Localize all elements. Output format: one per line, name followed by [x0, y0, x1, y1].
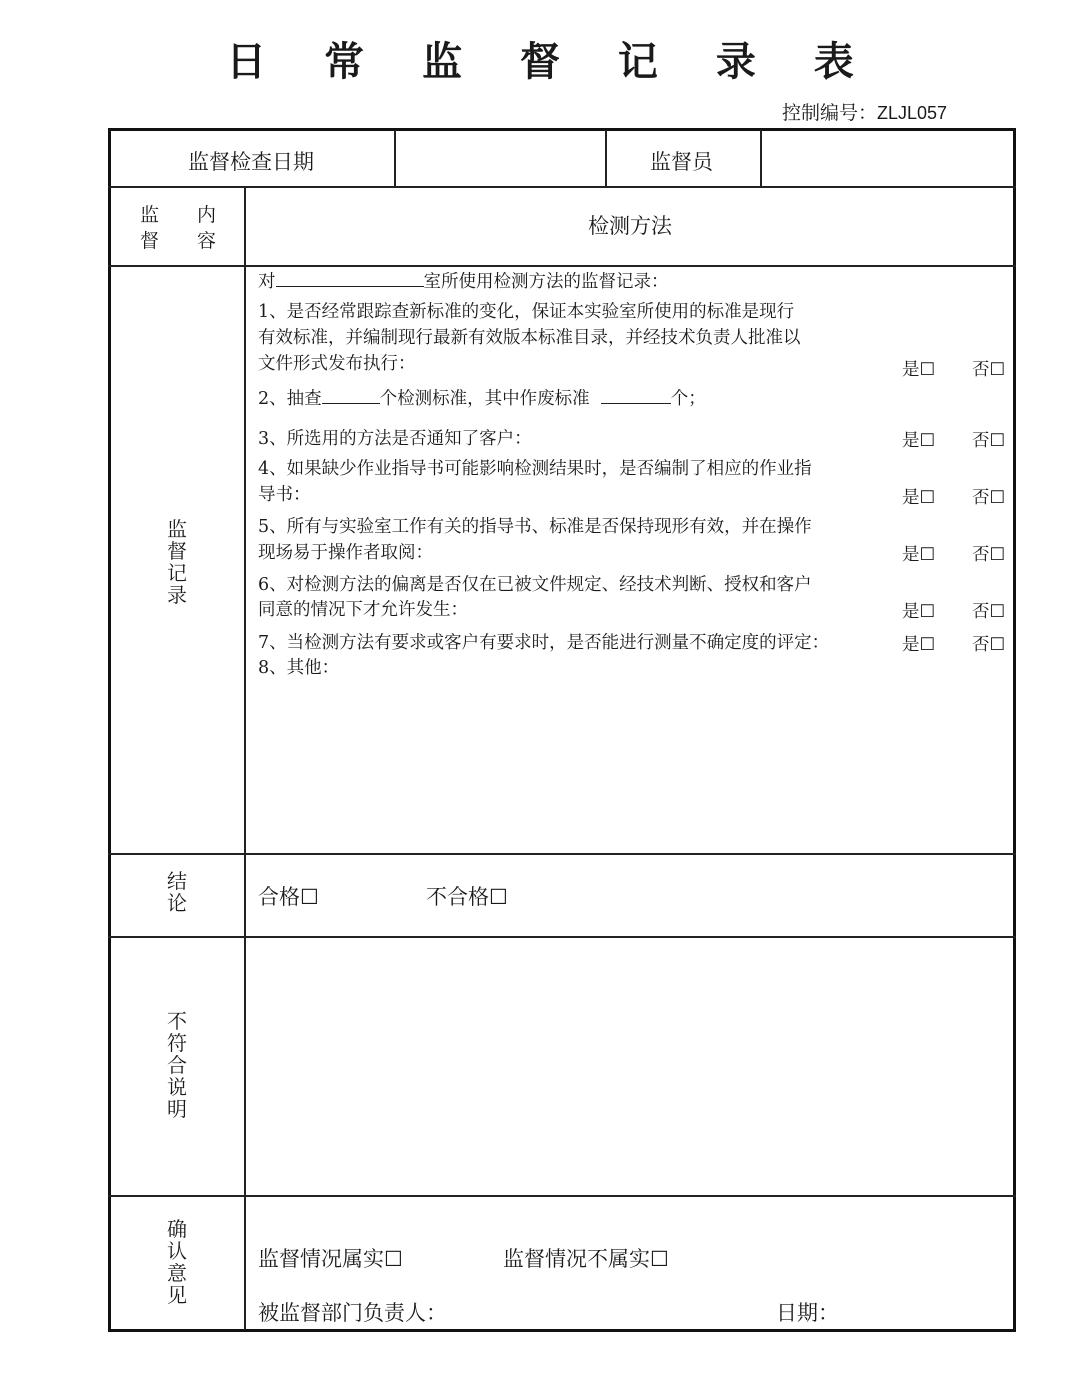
item-3: 3、所选用的方法是否通知了客户：: [258, 429, 532, 449]
item-1-yes-checkbox[interactable]: 是☐: [902, 360, 936, 380]
control-number-label: 控制编号：: [782, 102, 878, 124]
record-intro: [258, 268, 669, 295]
confirmation-label: 确认意见: [167, 1217, 187, 1307]
page-title: 日 常 监 督 记 录 表: [226, 39, 876, 85]
item-5-no-checkbox[interactable]: 否☐: [972, 545, 1006, 565]
supervision-true-checkbox[interactable]: 监督情况属实☐: [258, 1247, 403, 1271]
supervision-label-bottom: 督 容: [140, 230, 217, 252]
supervisor-field[interactable]: [776, 146, 1001, 176]
item-2-part-c: 个；: [670, 389, 706, 409]
record-intro-prefix: 对: [258, 272, 276, 292]
item-2-part-a: 2、抽查: [258, 389, 322, 409]
nonconformity-field[interactable]: [250, 942, 1010, 1190]
column-divider: [394, 130, 396, 187]
item-3-no-checkbox[interactable]: 否☐: [972, 431, 1006, 451]
column-divider: [605, 130, 607, 187]
pass-checkbox[interactable]: 合格☐: [258, 885, 319, 909]
item-6-no-checkbox[interactable]: 否☐: [972, 602, 1006, 622]
control-number-code: ZLJL057: [877, 103, 948, 123]
item-7-yes-checkbox[interactable]: 是☐: [902, 635, 936, 655]
item-4-line-2: 导书：: [258, 485, 311, 505]
checked-count-blank[interactable]: [322, 385, 380, 404]
supervisor-label: 监督员: [650, 150, 713, 174]
control-number: [782, 98, 947, 125]
item-1-line-1: 1、是否经常跟踪查新标准的变化，保证本实验室所使用的标准是现行: [258, 302, 795, 322]
inspection-date-label: 监督检查日期: [188, 150, 314, 174]
content-value: 检测方法: [588, 214, 672, 238]
item-5-line-2: 现场易于操作者取阅：: [258, 543, 433, 563]
record-section-label: 监督记录: [167, 517, 187, 607]
item-5-yes-checkbox[interactable]: 是☐: [902, 545, 936, 565]
item-3-yes-checkbox[interactable]: 是☐: [902, 431, 936, 451]
item-1-no-checkbox[interactable]: 否☐: [972, 360, 1006, 380]
column-divider: [244, 187, 246, 1330]
item-7-no-checkbox[interactable]: 否☐: [972, 635, 1006, 655]
obsolete-count-blank[interactable]: [601, 385, 671, 404]
item-8: 8、其他：: [258, 658, 340, 678]
supervision-label-top: 监 内: [140, 204, 217, 226]
record-intro-suffix: 室所使用检测方法的监督记录：: [423, 272, 669, 292]
item-4-yes-checkbox[interactable]: 是☐: [902, 488, 936, 508]
responsible-person-label: 被监督部门负责人：: [258, 1301, 447, 1325]
lab-name-blank[interactable]: [276, 268, 424, 287]
item-1-line-2: 有效标准，并编制现行最新有效版本标准目录，并经技术负责人批准以: [258, 328, 801, 348]
item-6-yes-checkbox[interactable]: 是☐: [902, 602, 936, 622]
nonconformity-label: 不符合说明: [167, 1009, 187, 1121]
item-4-line-1: 4、如果缺少作业指导书可能影响检测结果时，是否编制了相应的作业指: [258, 459, 812, 479]
item-6-line-1: 6、对检测方法的偏离是否仅在已被文件规定、经技术判断、授权和客户: [258, 575, 812, 595]
item-6-line-2: 同意的情况下才允许发生：: [258, 600, 468, 620]
item-7: 7、当检测方法有要求或客户有要求时，是否能进行测量不确定度的评定：: [258, 633, 830, 653]
item-4-no-checkbox[interactable]: 否☐: [972, 488, 1006, 508]
item-2: [258, 385, 706, 412]
supervision-false-checkbox[interactable]: 监督情况不属实☐: [503, 1247, 669, 1271]
item-2-part-b: 个检测标准，其中作废标准: [379, 389, 590, 409]
item-1-line-3: 文件形式发布执行：: [258, 354, 416, 374]
confirmation-date-label: 日期：: [776, 1301, 839, 1325]
column-divider: [760, 130, 762, 187]
inspection-date-field[interactable]: [410, 146, 590, 176]
fail-checkbox[interactable]: 不合格☐: [426, 885, 508, 909]
conclusion-label: 结论: [167, 869, 187, 915]
item-5-line-1: 5、所有与实验室工作有关的指导书、标准是否保持现形有效，并在操作: [258, 517, 812, 537]
